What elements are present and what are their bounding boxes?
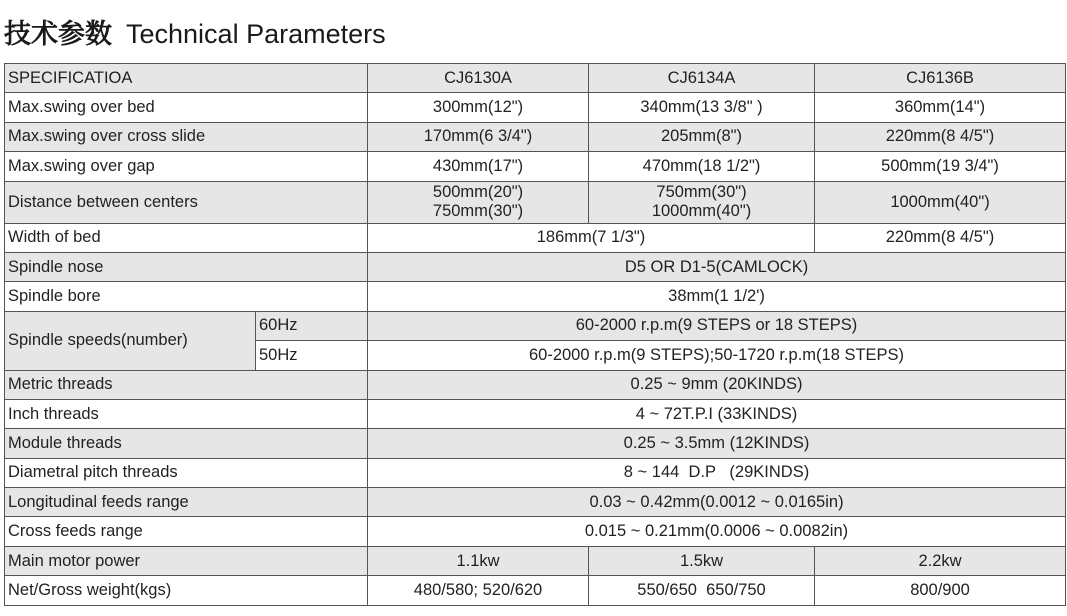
cell: 2.2kw — [815, 546, 1066, 575]
table-row — [5, 93, 1066, 122]
cell: 360mm(14") — [815, 93, 1066, 122]
cell: 500mm(19 3/4") — [815, 152, 1066, 181]
page-title — [4, 12, 386, 51]
header-spec: SPECIFICATIOA — [5, 64, 368, 93]
cell: 0.25 ~ 9mm (20KINDS) — [368, 370, 1066, 399]
table-row — [5, 311, 1066, 340]
sub-label: 50Hz — [256, 341, 368, 370]
row-label: Net/Gross weight(kgs) — [5, 576, 368, 605]
cell: 170mm(6 3/4") — [368, 122, 589, 151]
table-row — [5, 152, 1066, 181]
cell: 480/580; 520/620 — [368, 576, 589, 605]
row-label: Module threads — [5, 429, 368, 458]
header-model: CJ6134A — [589, 64, 815, 93]
table-row — [5, 399, 1066, 428]
table-row — [5, 429, 1066, 458]
cell: 800/900 — [815, 576, 1066, 605]
row-label: Spindle nose — [5, 252, 368, 281]
table-row — [5, 223, 1066, 252]
cell: 205mm(8") — [589, 122, 815, 151]
sub-label: 60Hz — [256, 311, 368, 340]
cell: 220mm(8 4/5") — [815, 223, 1066, 252]
row-label: Spindle speeds(number) — [5, 311, 256, 370]
cell: 300mm(12") — [368, 93, 589, 122]
cell: 60-2000 r.p.m(9 STEPS or 18 STEPS) — [368, 311, 1066, 340]
table-row — [5, 370, 1066, 399]
row-label: Cross feeds range — [5, 517, 368, 546]
cell: 470mm(18 1/2") — [589, 152, 815, 181]
table-row — [5, 517, 1066, 546]
table-row — [5, 458, 1066, 487]
row-label: Spindle bore — [5, 282, 368, 311]
row-label: Distance between centers — [5, 181, 368, 223]
row-label: Inch threads — [5, 399, 368, 428]
row-label: Max.swing over gap — [5, 152, 368, 181]
row-label: Metric threads — [5, 370, 368, 399]
cell: 220mm(8 4/5") — [815, 122, 1066, 151]
row-label: Diametral pitch threads — [5, 458, 368, 487]
table-header-row — [5, 64, 1066, 93]
cell: 550/650 650/750 — [589, 576, 815, 605]
title-english: Technical Parameters — [126, 19, 386, 49]
cell: 1.1kw — [368, 546, 589, 575]
cell-line: 1000mm(40") — [651, 202, 752, 221]
row-label: Longitudinal feeds range — [5, 488, 368, 517]
row-label: Max.swing over bed — [5, 93, 368, 122]
cell: D5 OR D1-5(CAMLOCK) — [368, 252, 1066, 281]
cell-line: 750mm(30") — [656, 183, 747, 202]
header-model: CJ6136B — [815, 64, 1066, 93]
table-row — [5, 576, 1066, 605]
table-row — [5, 252, 1066, 281]
cell: 4 ~ 72T.P.I (33KINDS) — [368, 399, 1066, 428]
header-model: CJ6130A — [368, 64, 589, 93]
cell: 8 ~ 144 D.P (29KINDS) — [368, 458, 1066, 487]
title-chinese: 技术参数 — [4, 19, 112, 50]
cell: 1000mm(40") — [815, 181, 1066, 223]
row-label: Max.swing over cross slide — [5, 122, 368, 151]
table-row — [5, 546, 1066, 575]
cell: 60-2000 r.p.m(9 STEPS);50-1720 r.p.m(18 STEPS) — [368, 341, 1066, 370]
cell: 0.25 ~ 3.5mm (12KINDS) — [368, 429, 1066, 458]
cell: 0.03 ~ 0.42mm(0.0012 ~ 0.0165in) — [368, 488, 1066, 517]
cell — [368, 181, 589, 223]
cell: 186mm(7 1/3") — [368, 223, 815, 252]
cell: 0.015 ~ 0.21mm(0.0006 ~ 0.0082in) — [368, 517, 1066, 546]
cell — [589, 181, 815, 223]
cell: 340mm(13 3/8" ) — [589, 93, 815, 122]
table-row — [5, 488, 1066, 517]
row-label: Width of bed — [5, 223, 368, 252]
table-row — [5, 122, 1066, 151]
row-label: Main motor power — [5, 546, 368, 575]
cell-line: 750mm(30") — [432, 202, 524, 221]
cell: 38mm(1 1/2') — [368, 282, 1066, 311]
cell: 430mm(17") — [368, 152, 589, 181]
technical-parameters-table — [4, 63, 1066, 606]
cell-line: 500mm(20") — [432, 183, 524, 202]
table-row — [5, 181, 1066, 223]
table-row — [5, 282, 1066, 311]
cell: 1.5kw — [589, 546, 815, 575]
